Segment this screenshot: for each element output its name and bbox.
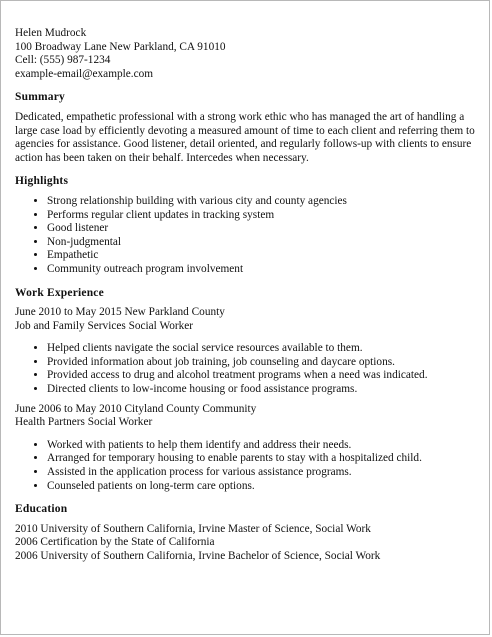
highlight-item: • Non-judgmental [47,236,485,250]
summary-heading: Summary [15,91,65,104]
job-duty: • Worked with patients to help them identify and address their needs. [47,439,485,453]
contact-address: 100 Broadway Lane New Parkland, CA 91010 [15,40,226,53]
job-duty: • Counseled patients on long-term care options. [47,480,485,494]
job-duties-list [15,439,485,493]
education-heading: Education [15,503,68,516]
job-title: Health Partners Social Worker [15,416,153,429]
highlight-item: • Performs regular client updates in tracking system [47,209,485,223]
highlight-item: • Strong relationship building with various city and county agencies [47,195,485,209]
job-duty: • Directed clients to low-income housing or food assistance programs. [47,383,485,397]
contact-block [15,27,485,81]
job-duties-list [15,342,485,396]
job-duty: • Arranged for temporary housing to enable parents to stay with a hospitalized child. [47,452,485,466]
education-list [15,523,485,564]
job-entry [15,306,485,397]
resume-content [15,27,485,564]
highlight-item: • Community outreach program involvement [47,263,485,277]
job-title: Job and Family Services Social Worker [15,319,194,332]
contact-name: Helen Mudrock [15,27,87,39]
job-duty: • Provided access to drug and alcohol treatment programs when a need was indicated. [47,369,485,383]
contact-email: example-email@example.com [15,67,154,80]
work-heading: Work Experience [15,286,104,299]
job-dates-employer: June 2006 to May 2010 Cityland County Community [15,402,257,415]
job-duty: • Assisted in the application process for various assistance programs. [47,466,485,480]
highlights-list [15,195,485,277]
highlight-item: • Empathetic [47,249,485,263]
highlight-item: • Good listener [47,222,485,236]
job-dates-employer: June 2010 to May 2015 New Parkland County [15,306,225,319]
job-header [15,403,485,430]
contact-phone: Cell: (555) 987-1234 [15,54,111,67]
summary-text: Dedicated, empathetic professional with a strong work ethic who has managed the art of handling a large case load by efficiently devoting a measured amount of time to each client and referring them to agencies for assistance. Good listener, detail oriented, and regularly follows-up with clients to ensure action has been taken on their behalf. Intercedes when necessary. [15,110,475,164]
education-item: 2010 University of Southern California, Irvine Master of Science, Social Work [15,522,371,535]
job-duty: • Helped clients navigate the social service resources available to them. [47,342,485,356]
education-item: 2006 University of Southern California, Irvine Bachelor of Science, Social Work [15,550,381,562]
education-item: 2006 Certification by the State of California [15,536,215,549]
highlights-heading: Highlights [15,175,69,188]
job-header [15,306,485,333]
job-entry [15,403,485,494]
job-duty: • Provided information about job training, job counseling and daycare options. [47,356,485,370]
